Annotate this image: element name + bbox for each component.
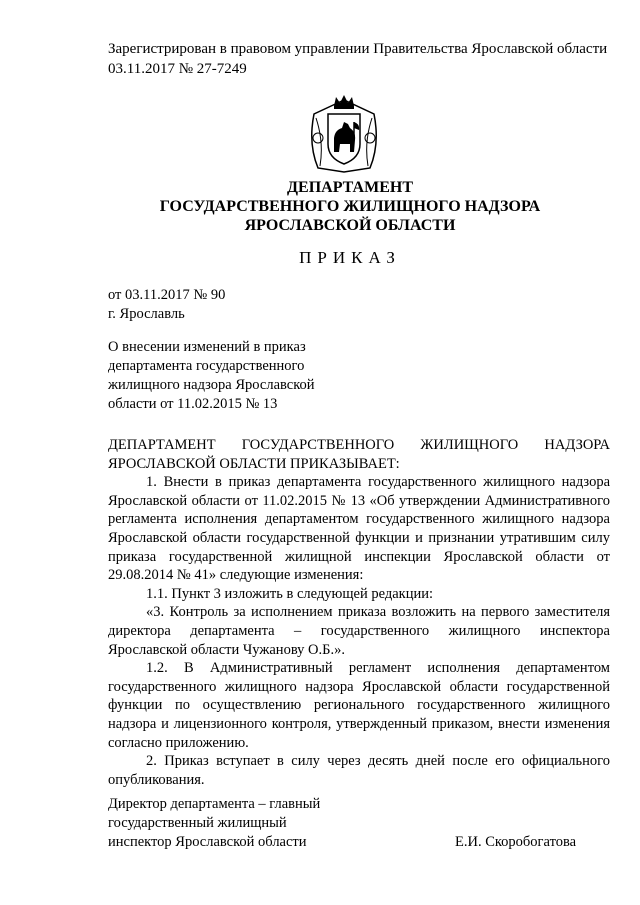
order-date-number: от 03.11.2017 № 90 — [108, 287, 226, 303]
yaroslavl-coat-of-arms-icon — [304, 94, 384, 176]
order-body — [108, 436, 610, 789]
signature-position-line1: Директор департамента – главный — [108, 796, 321, 812]
signature-position-line2: государственный жилищный — [108, 815, 287, 831]
body-heading-line1: ДЕПАРТАМЕНТ ГОСУДАРСТВЕННОГО ЖИЛИЩНОГО НАДЗОРА — [108, 437, 610, 453]
document-type: ПРИКАЗ — [299, 248, 401, 267]
registration-stamp — [108, 39, 618, 79]
subject-line3: жилищного надзора Ярославской — [108, 377, 315, 393]
registration-line2: 03.11.2017 № 27-7249 — [108, 61, 247, 77]
subject-line2: департамента государственного — [108, 358, 305, 374]
subject-line4: области от 11.02.2015 № 13 — [108, 396, 278, 412]
order-city: г. Ярославль — [108, 306, 185, 322]
department-line3: ЯРОСЛАВСКОЙ ОБЛАСТИ — [244, 217, 456, 234]
signatory-name: Е.И. Скоробогатова — [455, 834, 577, 850]
paragraph-1: 1. Внести в приказ департамента государственного жилищного надзора Ярославской области от 11.02.2015 № 13 «Об утверждении Административного регламента исполнения департаментом государственного жилищного надзора Ярославской области государственной функции и признании утратившим силу приказа государственной жилищной инспекции Ярославской области от 29.08.2014 № 41» следующие изменения: — [108, 474, 610, 584]
paragraph-2: 2. Приказ вступает в силу через десять дней после его официального опубликования. — [108, 753, 610, 788]
body-heading-line2: ЯРОСЛАВСКОЙ ОБЛАСТИ ПРИКАЗЫВАЕТ: — [108, 455, 400, 472]
department-line1: ДЕПАРТАМЕНТ — [287, 179, 413, 196]
order-subject — [108, 338, 368, 414]
signature-position-line3: инспектор Ярославской области — [108, 834, 307, 850]
paragraph-1-2: 1.2. В Административный регламент исполнения департаментом государственного жилищного надзора Ярославской области государственной функции по осуществлению регионального государственного жилищного надзора и лицензионного контроля, утвержденный приказом, внести изменения согласно приложению. — [108, 660, 610, 751]
department-line2: ГОСУДАРСТВЕННОГО ЖИЛИЩНОГО НАДЗОРА — [159, 198, 541, 215]
signature-block — [108, 795, 358, 852]
order-meta — [108, 286, 225, 324]
subject-line1: О внесении изменений в приказ — [108, 339, 306, 355]
registration-line1: Зарегистрирован в правовом управлении Правительства Ярославской области — [108, 41, 608, 57]
department-header — [100, 178, 600, 235]
paragraph-1-1-quote: «3. Контроль за исполнением приказа возложить на первого заместителя директора департамента – государственного жилищного инспектора Ярославской области Чужанову О.Б.». — [108, 604, 610, 658]
paragraph-1-1: 1.1. Пункт 3 изложить в следующей редакции: — [146, 585, 434, 602]
